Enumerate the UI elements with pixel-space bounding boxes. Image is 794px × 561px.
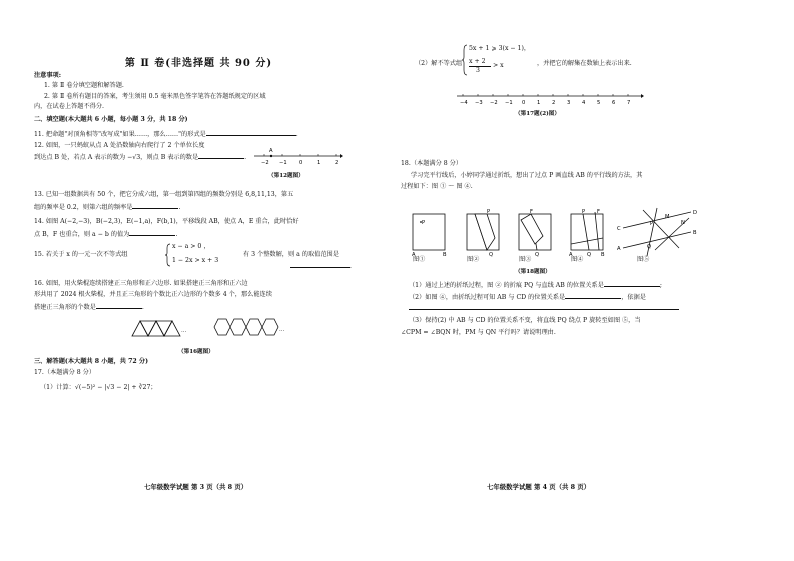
- notice-heading: 注意事项:: [34, 72, 62, 79]
- figure-12-caption: （第12题图）: [268, 173, 304, 179]
- svg-text:P: P: [422, 220, 426, 226]
- figure-17-caption: （第17题(2)图）: [515, 111, 560, 117]
- tick-label: 3: [567, 100, 571, 106]
- question-12b-text: 到达点 B 处，若点 A 表示的数为 −√3，则点 B 表示的数是: [34, 154, 199, 161]
- svg-text:B: B: [693, 230, 697, 236]
- question-13a: 13. 已知一组数据共有 50 个，把它分成六组，第一组到第四组的频数分别是 6,8,11,13，第五: [34, 191, 294, 198]
- answer-blank: [132, 202, 178, 209]
- question-16b: 形共用了 2024 根火柴棍，并且正三角形的个数比正六边形的个数多 4 个，那么能连续: [34, 291, 272, 298]
- svg-text:M: M: [665, 214, 670, 220]
- tick-label: −1: [505, 100, 513, 106]
- svg-text:P: P: [487, 209, 491, 215]
- svg-text:C: C: [617, 226, 621, 232]
- answer-blank: [206, 129, 296, 136]
- question-17-fraction-denominator: 3: [476, 67, 480, 74]
- figure-label: 图⑤: [637, 256, 650, 263]
- svg-text:D: D: [693, 210, 697, 216]
- question-16a: 16. 如图，用火柴棍连续搭建正三角形和正六边形. 如果搭建正三角形和正六边: [34, 280, 248, 287]
- answer-blank: [129, 229, 175, 236]
- question-15b-text: 有 3 个整数解，则 a 的取值范围是: [243, 251, 339, 258]
- tick-label: 2: [552, 100, 556, 106]
- number-line-figure-12: [252, 147, 342, 169]
- question-18-part-2: [409, 292, 646, 302]
- svg-text:…: …: [279, 327, 285, 333]
- right-page: [397, 0, 794, 561]
- question-14a: 14. 如图 A(−2,−3)，B(−2,3)，E(−1,a)，F(b,1)，平移线段 AB，使点 A，E 重合，此时恰好: [34, 218, 299, 225]
- question-18-intro-b: 过程如下：图 ① ～ 图 ④.: [401, 183, 473, 190]
- point-a: [270, 155, 272, 157]
- question-18-part-1: （1）通过上述的折纸过程，图 ② 的折痕 PQ 与直线 AB 的位置关系是 ;: [409, 282, 662, 289]
- notice-1: 1. 第 Ⅱ 卷分填空题和解答题.: [44, 82, 124, 89]
- question-17-system-line-1: 5x + 1 ⩾ 3(x − 1)，: [469, 45, 531, 52]
- question-17-fraction-rest: > x: [493, 62, 504, 69]
- figure-16-caption: （第16题图）: [178, 349, 214, 355]
- svg-text:A: A: [412, 252, 416, 258]
- paper-fig-1: [413, 214, 445, 250]
- page-footer: 七年级数学试题 第 4 页（共 8 页）: [487, 483, 591, 491]
- answer-blank: [198, 152, 244, 159]
- question-17-part-2-intro: （2）解不等式组: [415, 60, 463, 67]
- folding-figures-18: [407, 208, 697, 268]
- question-17-fraction-numerator: x + 2: [469, 58, 486, 65]
- tick-label: −2: [261, 160, 269, 166]
- tick-label: 6: [612, 100, 616, 106]
- tick-label: 5: [597, 100, 601, 106]
- svg-text:B: B: [601, 252, 605, 258]
- question-15-blank: .: [290, 261, 352, 271]
- tick-label: 2: [335, 160, 339, 166]
- svg-text:F: F: [597, 209, 600, 215]
- question-18-heading: 18.（本题满分 8 分）: [401, 160, 463, 167]
- question-17-part-2-instruction: ，并把它的解集在数轴上表示出来.: [537, 60, 632, 67]
- line-ab: [623, 232, 691, 248]
- question-14b: 点 B，F 也重合，则 a − b 的值为 .: [34, 231, 178, 238]
- tick-label: 1: [537, 100, 541, 106]
- arrow-icon: [340, 154, 343, 158]
- svg-text:B: B: [443, 252, 447, 258]
- question-12a: 12. 如图，一只蚂蚁从点 A 处沿数轴向右爬行了 2 个单位长度: [34, 142, 205, 149]
- fraction-bar: [469, 66, 491, 67]
- section-3-heading: 三、解答题(本大题共 8 小题，共 72 分): [34, 358, 149, 365]
- question-17-part-1: （1）计算：√(−5)² − |√3 − 2| + ∛27；: [40, 384, 157, 391]
- tick-label: −2: [490, 100, 498, 106]
- answer-blank: [565, 292, 621, 299]
- triangles-matchstick-figure: [130, 318, 190, 338]
- section-title: 第 Ⅱ 卷(非选择题 共 90 分): [124, 58, 273, 69]
- point-a-label: A: [269, 148, 273, 154]
- question-18-part-2-basis: ，依据是: [621, 294, 646, 301]
- question-18-part-2-text: （2）如图 ④，由折纸过程可知 AB 与 CD 的位置关系是: [409, 294, 566, 301]
- svg-text:P: P: [582, 209, 586, 215]
- tick-label: 4: [582, 100, 586, 106]
- hexagons-matchstick-figure: [210, 314, 290, 340]
- svg-text:A: A: [617, 246, 621, 252]
- tick-label: 1: [317, 160, 321, 166]
- question-15-system-line-2: 1 − 2x > x + 3: [172, 257, 219, 264]
- tick-label: 0: [299, 160, 303, 166]
- question-16c-text: 搭建正三角形的个数是: [34, 304, 96, 311]
- question-12b: 到达点 B 处，若点 A 表示的数为 −√3，则点 B 表示的数是 .: [34, 154, 247, 161]
- tick-label: 0: [522, 100, 526, 106]
- figure-label: 图④: [571, 256, 584, 263]
- tick-label: 7: [627, 100, 631, 106]
- brace-icon: [165, 243, 171, 267]
- question-15a: 15. 若关于 x 的一元一次不等式组: [34, 251, 128, 258]
- tick-label: −1: [279, 160, 287, 166]
- svg-text:Q: Q: [489, 252, 494, 258]
- svg-text:A: A: [569, 252, 573, 258]
- tick-label: −3: [475, 100, 483, 106]
- question-13b: 组的频率是 0.2，则第六组的频率是 .: [34, 204, 181, 211]
- question-18-part-1-text: （1）通过上述的折纸过程，图 ② 的折痕 PQ 与直线 AB 的位置关系是: [409, 282, 604, 289]
- answer-blank: [96, 302, 142, 309]
- figure-label: 图①: [413, 256, 426, 263]
- arrow-icon: [641, 94, 644, 98]
- svg-text:P: P: [650, 221, 654, 227]
- svg-text:N: N: [681, 220, 685, 226]
- tick-label: −4: [460, 100, 468, 106]
- svg-text:Q: Q: [587, 252, 592, 258]
- question-11-text: 11. 把命题"对顶角相等"改写成"如果……，那么……"的形式是: [34, 131, 206, 138]
- answer-blank: [290, 261, 350, 268]
- section-2-heading: 二、填空题(本大题共 6 小题，每小题 3 分，共 18 分): [34, 116, 188, 123]
- svg-text:…: …: [181, 328, 187, 334]
- question-14b-text: 点 B，F 也重合，则 a − b 的值为: [34, 231, 130, 238]
- page-footer: 七年级数学试题 第 3 页（共 8 页）: [144, 483, 248, 491]
- svg-text:Q: Q: [647, 244, 652, 250]
- figure-label: 图②: [467, 256, 480, 263]
- question-18-part-3b: ∠CPM = ∠BQN 时，PM 与 QN 平行吗？请说明理由.: [401, 329, 556, 336]
- answer-blank: [604, 280, 660, 287]
- question-18-intro-a: 学习完平行线后，小婷同学通过折纸，想出了过点 P 画直线 AB 的平行线的方法，其: [411, 172, 643, 179]
- question-15-system-line-1: x − a > 0 ，: [172, 243, 210, 250]
- question-15b: [243, 251, 339, 259]
- figure-18-caption: （第18题图）: [515, 269, 551, 275]
- question-17-heading: 17.（本题满分 8 分）: [34, 369, 96, 376]
- svg-text:F: F: [530, 209, 533, 215]
- brace-icon: [462, 44, 468, 76]
- answer-line: [409, 309, 679, 310]
- figure-label: 图③: [519, 256, 532, 263]
- notice-2a: 2. 第 Ⅱ 卷所有题目的答案，考生须用 0.5 毫米黑色签字笔答在答题纸规定的区域: [44, 93, 266, 100]
- question-16c: 搭建正三角形的个数是 .: [34, 304, 144, 311]
- notice-2b: 内，在试卷上答题不得分.: [34, 103, 105, 110]
- question-11: 11. 把命题"对顶角相等"改写成"如果……，那么……"的形式是 .: [34, 131, 298, 138]
- question-13b-text: 组的频率是 0.2，则第六组的频率是: [34, 204, 133, 211]
- number-line-figure-17: [455, 88, 645, 108]
- question-18-part-3a: （3）保持(2) 中 AB 与 CD 的位置关系不变，将直线 PQ 绕点 P 旋转至如图 ⑤，当: [409, 317, 641, 324]
- svg-text:Q: Q: [535, 252, 540, 258]
